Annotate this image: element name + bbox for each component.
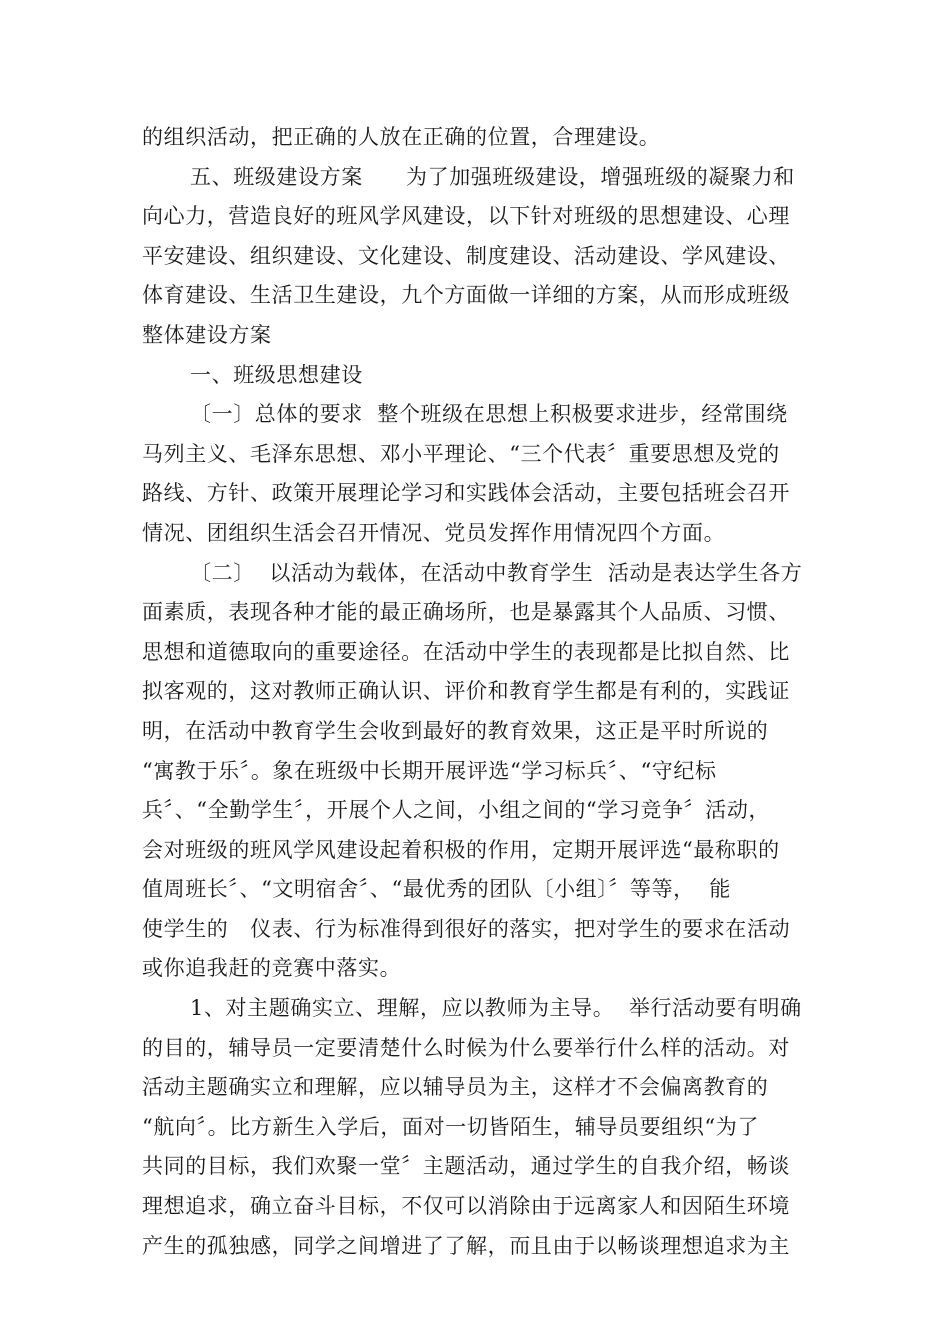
text-line: 明，在活动中教育学生会收到最好的教育效果，这正是平时所说的 <box>142 718 769 743</box>
text-line: 使学生的 仪表、行为标准得到很好的落实，把对学生的要求在活动 <box>142 916 791 941</box>
text-line: 兵〞、“全勤学生〞，开展个人之间，小组之间的“学习竞争〞活动， <box>142 798 771 823</box>
text-line: 拟客观的，这对教师正确认识、评价和教育学生都是有利的，实践证 <box>142 679 790 704</box>
text-line: 平安建设、组织建设、文化建设、制度建设、活动建设、学风建设、 <box>142 243 790 268</box>
text-line: 值周班长〞、“文明宿舍〞、“最优秀的团队〔小组〕〞等等， 能 <box>142 877 731 902</box>
text-line: 体育建设、生活卫生建设，九个方面做一详细的方案，从而形成班级 <box>142 283 790 308</box>
text-line: 〔一〕总体的要求 整个班级在思想上积极要求进步，经常围绕 <box>190 402 788 427</box>
text-line: 马列主义、毛泽东思想、邓小平理论、“三个代表〞重要思想及党的 <box>142 441 780 466</box>
text-line: 的组织活动，把正确的人放在正确的位置，合理建设。 <box>142 125 661 149</box>
text-line: 1、对主题确实立、理解，应以教师为主导。 举行活动要有明确 <box>190 996 802 1021</box>
text-line: 活动主题确实立和理解，应以辅导员为主，这样才不会偏离教育的 <box>142 1075 769 1100</box>
text-line: “寓教于乐〞。象在班级中长期开展评选“学习标兵〞、“守纪标 <box>142 758 717 783</box>
text-line: 五、班级建设方案 为了加强班级建设，增强班级的凝聚力和 <box>190 164 795 189</box>
text-line: 的目的，辅导员一定要清楚什么时候为什么要举行什么样的活动。对 <box>142 1035 790 1060</box>
text-line: 路线、方针、政策开展理论学习和实践体会活动，主要包括班会召开 <box>142 481 790 506</box>
text-line: 共同的目标，我们欢聚一堂〞主题活动，通过学生的自我介绍，畅谈 <box>142 1154 790 1179</box>
section-heading: 一、班级思想建设 <box>190 362 363 387</box>
text-line: 或你追我赶的竞赛中落实。 <box>142 956 402 981</box>
text-line: 〔二〕 以活动为载体，在活动中教育学生 活动是表达学生各方 <box>190 560 803 585</box>
text-line: 向心力，营造良好的班风学风建设，以下针对班级的思想建设、心理 <box>142 204 790 229</box>
text-line: 理想追求，确立奋斗目标，不仅可以消除由于远离家人和因陌生环境 <box>142 1194 790 1219</box>
text-line: 产生的孤独感，同学之间增进了了解，而且由于以畅谈理想追求为主 <box>142 1233 790 1258</box>
text-line: 整体建设方案 <box>142 322 272 347</box>
text-line: 会对班级的班风学风建设起着积极的作用，定期开展评选“最称职的 <box>142 837 780 862</box>
text-line: 情况、团组织生活会召开情况、党员发挥作用情况四个方面。 <box>142 520 726 545</box>
text-line: 面素质，表现各种才能的最正确场所，也是暴露其个人品质、习惯、 <box>142 600 790 625</box>
document-body <box>142 118 832 1266</box>
text-line: 思想和道德取向的重要途径。在活动中学生的表现都是比拟自然、比 <box>142 639 790 664</box>
text-line: “航向〞。比方新生入学后，面对一切皆陌生，辅导员要组织“为了 <box>142 1114 759 1139</box>
